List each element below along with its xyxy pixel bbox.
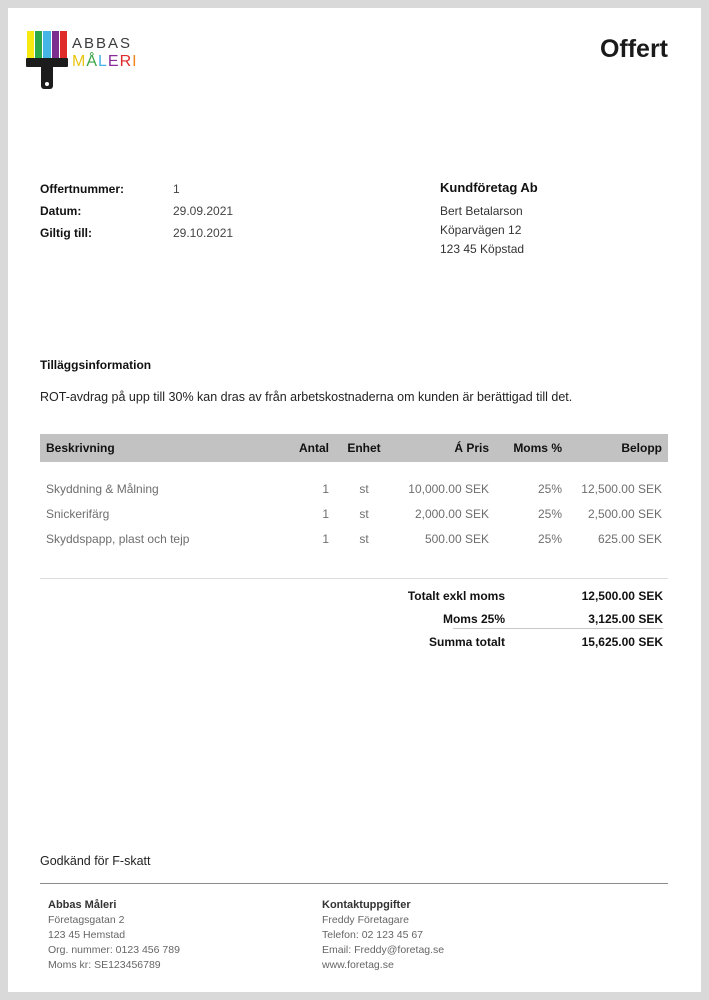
vat-row: [338, 612, 663, 626]
footer-company-name: Abbas Måleri: [48, 899, 117, 911]
paintbrush-ferrule: [26, 58, 68, 67]
offer-meta: [40, 182, 340, 248]
grand-total-row: [338, 635, 663, 649]
cell-vat: 25%: [537, 507, 562, 521]
bristle-stripe: [43, 31, 50, 59]
company-logo: [26, 30, 206, 110]
paintbrush-icon: [26, 30, 70, 110]
logo-line1: ABBAS: [72, 35, 133, 52]
customer-address-block: [440, 180, 670, 259]
footer-contact-line: Email: Freddy@foretag.se: [322, 944, 445, 956]
paintbrush-handle-dot: [45, 82, 49, 86]
cell-unit-price: 2,000.00 SEK: [414, 507, 489, 521]
logo-letter: M: [72, 53, 87, 70]
page-title: Offert: [599, 35, 668, 63]
cell-unit: st: [359, 482, 369, 496]
customer-line: Bert Betalarson: [440, 204, 523, 218]
table-row: [46, 532, 662, 557]
footer-company-line: 123 45 Hemstad: [48, 929, 126, 941]
cell-unit-price: 10,000.00 SEK: [408, 482, 489, 496]
footer-divider: [40, 883, 668, 884]
vat-label: Moms 25%: [442, 612, 505, 626]
table-row: [46, 482, 662, 507]
cell-amount: 2,500.00 SEK: [587, 507, 662, 521]
cell-quantity: 1: [322, 482, 329, 496]
items-table-body: [40, 470, 668, 557]
logo-letter: I: [132, 53, 138, 70]
grand-total-label: Summa totalt: [428, 635, 505, 649]
meta-row: [40, 226, 340, 248]
bristle-stripe: [27, 31, 34, 59]
customer-name: Kundföretag Ab: [440, 180, 538, 195]
logo-line2: [72, 53, 138, 71]
col-header-beskrivning: Beskrivning: [46, 441, 115, 455]
meta-label: Offertnummer:: [40, 182, 125, 196]
meta-value: 1: [173, 182, 180, 196]
additional-info-text: ROT-avdrag på upp till 30% kan dras av från arbetskostnaderna om kunden är berättigad till det.: [40, 390, 573, 404]
f-tax-note: Godkänd för F-skatt: [40, 854, 151, 868]
paintbrush-handle: [41, 67, 53, 89]
table-row: [46, 507, 662, 532]
col-header-antal: Antal: [299, 441, 329, 455]
col-header-a-pris: Á Pris: [454, 441, 489, 455]
logo-letter: Å: [86, 53, 98, 70]
footer-company-line: Org. nummer: 0123 456 789: [48, 944, 180, 956]
meta-label: Datum:: [40, 204, 82, 218]
total-excl-vat-value: 12,500.00 SEK: [581, 589, 663, 603]
cell-description: Skyddspapp, plast och tejp: [46, 532, 190, 546]
footer-contact-heading: Kontaktuppgifter: [322, 899, 411, 911]
bristle-stripe: [35, 31, 42, 59]
footer-contact-lines: [322, 913, 444, 973]
cell-description: Snickerifärg: [46, 507, 110, 521]
cell-vat: 25%: [537, 532, 562, 546]
footer-contact-line: Freddy Företagare: [322, 914, 409, 926]
meta-row: [40, 204, 340, 226]
meta-value: 29.10.2021: [173, 226, 234, 240]
logo-text: [72, 35, 138, 71]
cell-unit: st: [359, 532, 369, 546]
customer-line: Köparvägen 12: [440, 223, 522, 237]
bristle-stripe: [52, 31, 59, 59]
footer-contact-line: Telefon: 02 123 45 67: [322, 929, 424, 941]
cell-quantity: 1: [322, 507, 329, 521]
meta-row: [40, 182, 340, 204]
col-header-belopp: Belopp: [621, 441, 662, 455]
meta-value: 29.09.2021: [173, 204, 234, 218]
vat-value: 3,125.00 SEK: [588, 612, 663, 626]
cell-amount: 12,500.00 SEK: [581, 482, 662, 496]
customer-line: 123 45 Köpstad: [440, 242, 525, 256]
logo-letter: R: [119, 53, 133, 70]
grand-total-value: 15,625.00 SEK: [581, 635, 663, 649]
offer-page: [8, 8, 701, 992]
col-header-enhet: Enhet: [347, 441, 381, 455]
cell-amount: 625.00 SEK: [597, 532, 662, 546]
footer-company-line: Företagsgatan 2: [48, 914, 125, 926]
additional-info-heading: Tilläggsinformation: [40, 358, 152, 372]
totals-block: [338, 589, 663, 653]
cell-description: Skyddning & Målning: [46, 482, 159, 496]
footer-company-lines: [48, 913, 180, 973]
logo-letter: E: [107, 53, 120, 70]
footer-company-column: [48, 897, 180, 973]
cell-quantity: 1: [322, 532, 329, 546]
meta-label: Giltig till:: [40, 226, 92, 240]
footer-company-line: Moms kr: SE123456789: [48, 959, 161, 971]
total-excl-vat-label: Totalt exkl moms: [407, 589, 505, 603]
logo-letter: L: [98, 53, 108, 70]
items-table-header: [40, 434, 668, 462]
col-header-moms: Moms %: [513, 441, 562, 455]
table-bottom-divider: [40, 578, 668, 579]
cell-unit-price: 500.00 SEK: [424, 532, 489, 546]
grand-total-divider: [453, 628, 663, 629]
cell-vat: 25%: [537, 482, 562, 496]
total-excl-vat-row: [338, 589, 663, 603]
customer-lines: [440, 202, 670, 259]
footer-contact-column: [322, 897, 444, 973]
footer-contact-line: www.foretag.se: [322, 959, 394, 971]
bristle-stripe: [60, 31, 67, 59]
paintbrush-bristles: [27, 31, 67, 59]
cell-unit: st: [359, 507, 369, 521]
